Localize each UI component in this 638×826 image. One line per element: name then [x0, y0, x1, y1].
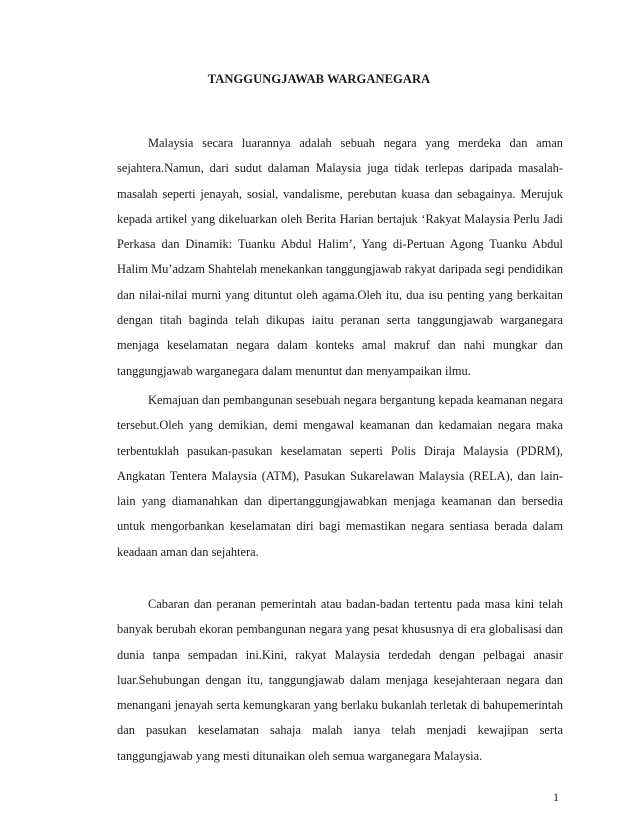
paragraph-2: Kemajuan dan pembangunan sesebuah negara bergantung kepada keamanan negara tersebut.Oleh yang demikian, demi mengawal keamanan dan kedamaian negara maka terbentuklah pasukan-pasukan keselamatan seperti Polis Diraja Malaysia (PDRM), Angkatan Tentera Malaysia (ATM), Pasukan Sukarelawan Malaysia (RELA), dan lain-lain yang diamanahkan dan dipertanggungjawabkan menjaga keamanan dan bersedia untuk mengorbankan keselamatan diri bagi memastikan negara sentiasa berada dalam keadaan aman dan sejahtera.	[117, 393, 563, 559]
page-title: TANGGUNGJAWAB WARGANEGARA	[207, 72, 431, 86]
paragraph-1: Malaysia secara luarannya adalah sebuah negara yang merdeka dan aman sejahtera.Namun, dari sudut dalaman Malaysia juga tidak terlepas daripada masalah-masalah seperti jenayah, sosial, vandalisme, perebutan kuasa dan sebagainya. Merujuk kepada artikel yang dikeluarkan oleh Berita Harian bertajuk ‘Rakyat Malaysia Perlu Jadi Perkasa dan Dinamik: Tuanku Abdul Halim’, Yang di-Pertuan Agong Tuanku Abdul Halim Mu’adzam Shahtelah menekankan tanggungjawab rakyat daripada segi pendidikan dan nilai-nilai murni yang dituntut oleh agama.Oleh itu, dua isu penting yang berkaitan dengan titah baginda telah dikupas iaitu peranan serta tanggungjawab warganegara menjaga keselamatan negara dalam konteks amal makruf dan nahi mungkar dan tanggungjawab warganegara dalam menuntut dan menyampaikan ilmu.	[117, 136, 563, 378]
paragraph-3: Cabaran dan peranan pemerintah atau badan-badan tertentu pada masa kini telah banyak berubah ekoran pembangunan negara yang pesat khususnya di era globalisasi dan dunia tanpa sempadan ini.Kini, rakyat Malaysia terdedah dengan pelbagai anasir luar.Sehubungan dengan itu, tanggungjawab dalam menjaga kesejahteraan negara dan menangani jenayah serta kemungkaran yang berlaku bukanlah terletak di bahupemerintah dan pasukan keselamatan sahaja malah ianya telah menjadi kewajipan serta tanggungjawab yang mesti ditunaikan oleh semua warganegara Malaysia.	[117, 597, 563, 763]
page-number: 1	[553, 790, 559, 804]
